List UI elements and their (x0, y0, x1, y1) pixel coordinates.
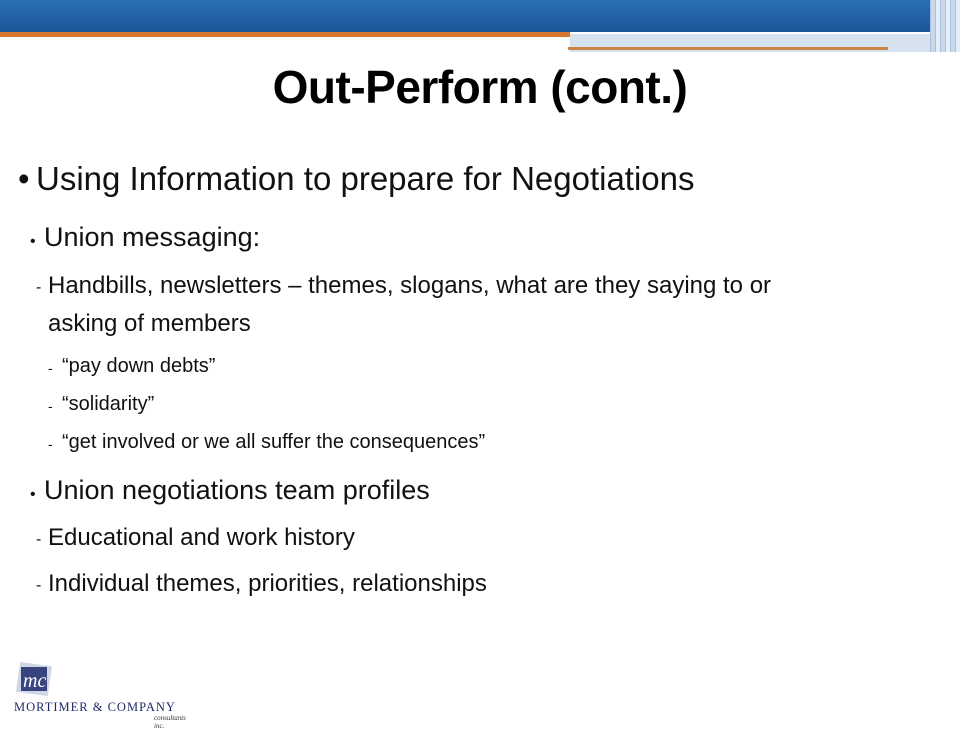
dash-icon: - (48, 398, 53, 414)
item-handbills-line-2: asking of members (48, 310, 251, 337)
svg-text:mc: mc (23, 670, 47, 692)
logo-tagline: consultants inc. (154, 714, 186, 730)
heading-using-information: Using Information to prepare for Negotiations (36, 160, 695, 197)
dash-icon: - (48, 436, 53, 452)
logo-company-name: MORTIMER & COMPANY (14, 700, 176, 714)
item-handbills-line-1: Handbills, newsletters – themes, slogans, what are they saying to or (48, 272, 772, 299)
dash-icon: - (36, 279, 42, 296)
dash-icon: - (36, 577, 42, 594)
bullet-icon: • (30, 233, 36, 250)
company-logo (8, 660, 193, 730)
quote-get-involved: “get involved or we all suffer the consequences” (62, 431, 486, 453)
section-team-profiles: Union negotiations team profiles (44, 475, 430, 505)
logo-monogram-icon (14, 662, 54, 698)
quote-pay-down-debts: “pay down debts” (62, 355, 216, 377)
item-educational-history: Educational and work history (48, 524, 355, 551)
header-stripes (930, 0, 960, 52)
header-bar (0, 0, 960, 32)
item-individual-themes: Individual themes, priorities, relationships (48, 570, 487, 597)
dash-icon: - (36, 531, 42, 548)
section-union-messaging: Union messaging: (44, 222, 261, 252)
header-accent-line-secondary (568, 47, 888, 50)
header-accent-line (0, 32, 570, 37)
dash-icon: - (48, 360, 53, 376)
slide-title: Out-Perform (cont.) (272, 61, 688, 113)
quote-solidarity: “solidarity” (62, 393, 155, 415)
bullet-icon: • (18, 160, 30, 197)
bullet-icon: • (30, 486, 36, 503)
